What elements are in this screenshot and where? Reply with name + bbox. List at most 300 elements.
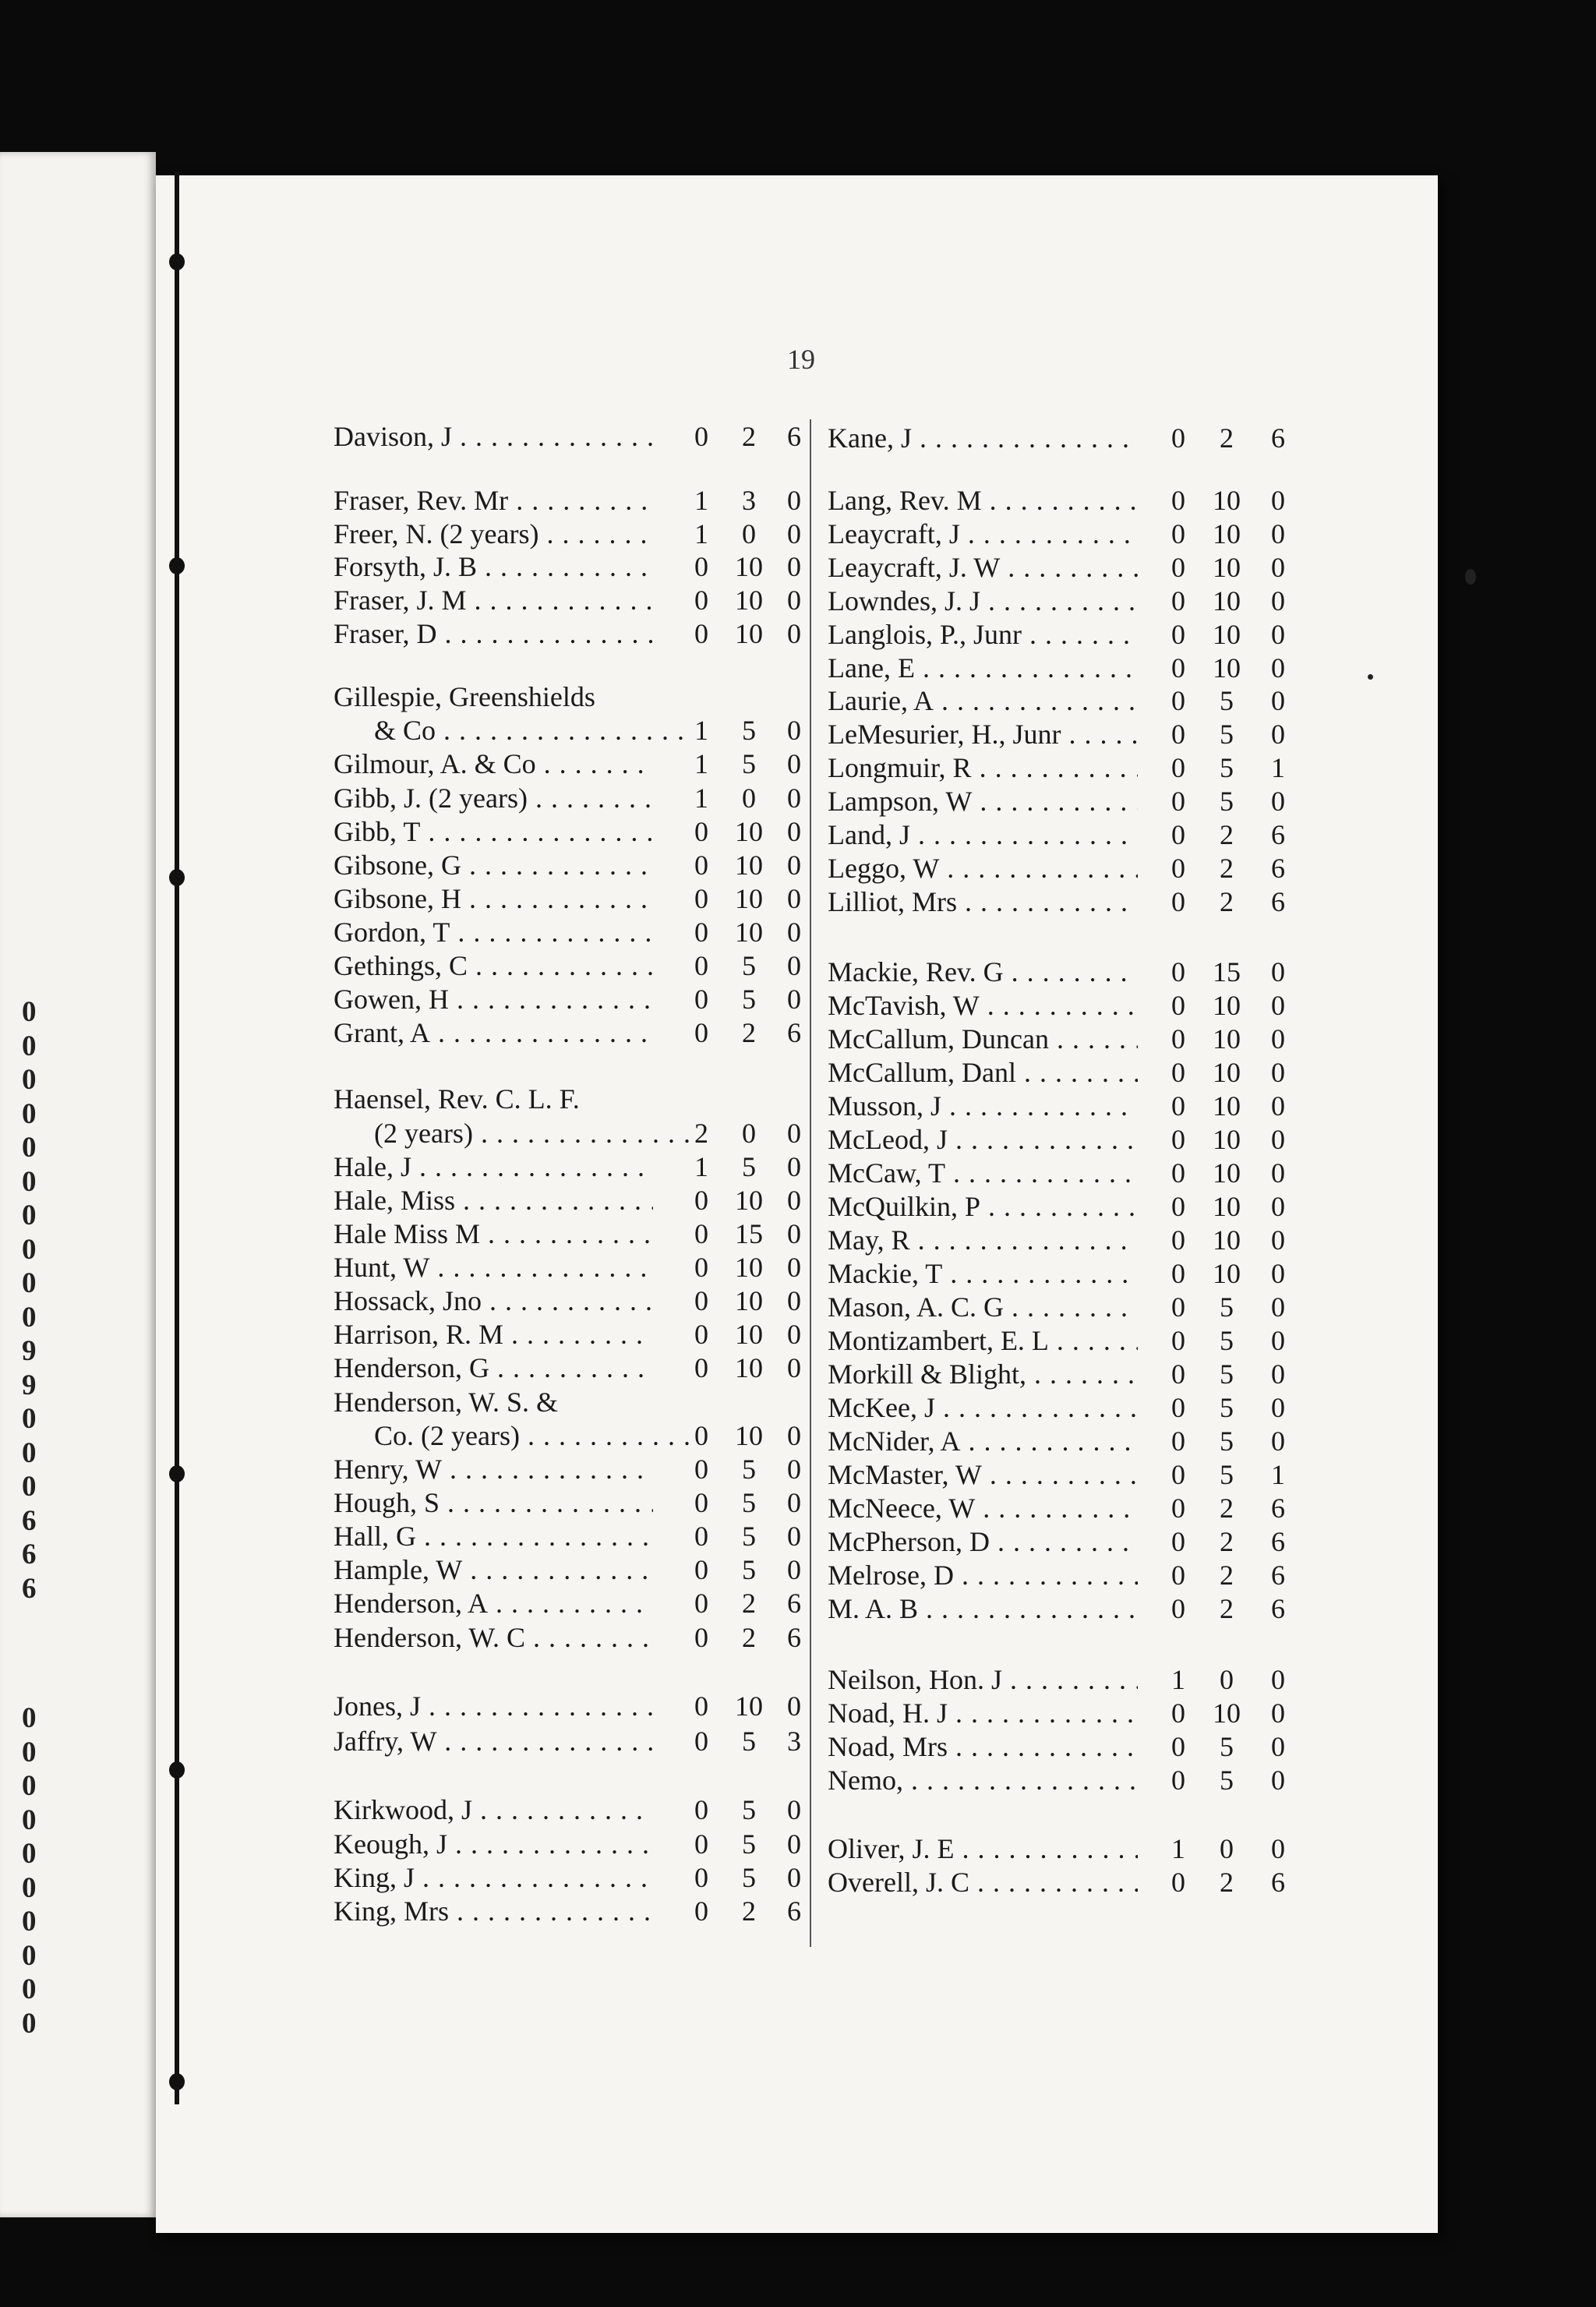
ink-blot (1465, 569, 1476, 585)
subscriber-name: Lowndes, J. J . . . (828, 584, 1138, 618)
ledger-row (334, 1217, 801, 1251)
subscriber-name: McCallum, Danl . . . (828, 1055, 1138, 1090)
shillings-amount: 2 (1220, 1526, 1234, 1557)
shillings-amount: 5 (742, 715, 756, 746)
ledger-row (334, 1150, 801, 1184)
ledger-row (828, 1323, 1295, 1358)
pence-amount: 0 (1271, 585, 1285, 616)
shillings-amount: 5 (1220, 1426, 1234, 1457)
ledger-row (334, 1827, 801, 1861)
pence-amount: 0 (787, 1691, 801, 1722)
pence-amount: 6 (1271, 1493, 1285, 1524)
shillings-amount: 5 (1220, 1392, 1234, 1423)
ledger-row (334, 713, 801, 747)
shillings-amount: 10 (735, 816, 763, 847)
pence-amount: 3 (787, 1726, 801, 1757)
pence-amount: 0 (1271, 1833, 1285, 1864)
pence-amount: 0 (787, 917, 801, 948)
subscriber-name: Gibb, J. (2 years) . . . (334, 781, 653, 815)
shillings-amount: 5 (742, 984, 756, 1015)
ledger-row (334, 483, 801, 518)
ledger-row (334, 814, 801, 849)
pence-amount: 0 (1271, 552, 1285, 583)
shillings-amount: 10 (1213, 552, 1241, 583)
binding-knot (169, 2073, 185, 2090)
subscriber-name: Laurie, A . . . (828, 684, 1138, 718)
shillings-amount: 2 (742, 1622, 756, 1653)
shillings-amount: 10 (1213, 1224, 1241, 1256)
shillings-amount: 5 (1220, 1459, 1234, 1490)
binding-knot (169, 253, 185, 270)
shillings-amount: 5 (1220, 719, 1234, 750)
shillings-amount: 5 (1220, 752, 1234, 783)
pence-amount: 0 (1271, 1258, 1285, 1289)
pounds-amount: 0 (694, 917, 708, 948)
subscriber-name: Mackie, T . . . (828, 1256, 1138, 1291)
pounds-amount: 0 (694, 1622, 708, 1653)
subscriber-name: Gibsone, G . . . (334, 848, 653, 882)
shillings-amount: 2 (1220, 1867, 1234, 1898)
pounds-amount: 0 (1171, 1493, 1185, 1524)
subscriber-name: Hall, G . . . (334, 1519, 653, 1553)
pounds-amount: 1 (694, 715, 708, 746)
ledger-row (828, 851, 1295, 885)
previous-page-edge (0, 152, 156, 2217)
subscriber-name: McCallum, Duncan . . . (828, 1022, 1138, 1056)
pence-amount: 0 (787, 783, 801, 814)
previous-page-digit: 6 (22, 1504, 37, 1537)
ledger-row (334, 1183, 801, 1217)
ledger-row (334, 1486, 801, 1520)
ledger-row (828, 651, 1295, 685)
subscriber-name: Henderson, A . . . (334, 1586, 653, 1620)
ledger-row (828, 885, 1295, 919)
shillings-amount: 0 (1220, 1664, 1234, 1695)
previous-page-digit: 6 (22, 1572, 37, 1605)
ledger-row (334, 616, 801, 651)
subscriber-name: Oliver, J. E . . . (828, 1832, 1138, 1866)
subscriber-name: Gillespie, Greenshields (334, 681, 595, 712)
ledger-row (828, 1424, 1295, 1458)
shillings-amount: 5 (1220, 1325, 1234, 1356)
ledger-row (828, 617, 1295, 652)
pence-amount: 0 (1271, 786, 1285, 817)
pounds-amount: 0 (694, 1454, 708, 1485)
pounds-amount: 0 (1171, 786, 1185, 817)
ledger-row (828, 421, 1295, 455)
shillings-amount: 5 (1220, 685, 1234, 716)
pounds-amount: 0 (694, 618, 708, 649)
pence-amount: 0 (1271, 1698, 1285, 1729)
ledger-row (334, 1016, 801, 1050)
shillings-amount: 10 (735, 1691, 763, 1722)
previous-page-digit: 0 (22, 2007, 37, 2040)
pence-amount: 0 (1271, 719, 1285, 750)
subscriber-name: Morkill & Blight, . . . (828, 1357, 1138, 1391)
pence-amount: 0 (1271, 956, 1285, 987)
subscriber-name: & Co . . . (374, 713, 694, 747)
shillings-amount: 2 (1220, 1493, 1234, 1524)
shillings-amount: 0 (742, 783, 756, 814)
shillings-amount: 5 (742, 1828, 756, 1860)
subscriber-name: Hale, Miss . . . (334, 1183, 653, 1217)
pence-amount: 0 (787, 1151, 801, 1182)
subscriber-name: Leaycraft, J . . . (828, 517, 1138, 551)
subscriber-name: Hample, W . . . (334, 1553, 653, 1587)
previous-page-digit: 0 (22, 1199, 37, 1231)
shillings-amount: 5 (1220, 786, 1234, 817)
pence-amount: 0 (1271, 485, 1285, 516)
previous-page-digit: 0 (22, 1838, 37, 1870)
pence-amount: 0 (1271, 1224, 1285, 1256)
subscriber-name: King, Mrs . . . (334, 1894, 653, 1928)
ledger-row (334, 1586, 801, 1620)
subscriber-name: Fraser, D . . . (334, 616, 653, 651)
subscriber-name: Co. (2 years) . . . (374, 1418, 694, 1453)
shillings-amount: 0 (742, 518, 756, 549)
subscriber-name: King, J . . . (334, 1860, 653, 1895)
shillings-amount: 2 (1220, 819, 1234, 850)
ledger-row (334, 1284, 801, 1318)
subscriber-name: Fraser, J. M . . . (334, 583, 653, 617)
shillings-amount: 10 (735, 1420, 763, 1451)
ledger-row (828, 1256, 1295, 1291)
shillings-amount: 10 (735, 618, 763, 649)
pounds-amount: 0 (1171, 1224, 1185, 1256)
pounds-amount: 0 (694, 883, 708, 914)
pence-amount: 0 (1271, 1765, 1285, 1796)
pounds-amount: 2 (694, 1118, 708, 1149)
subscriber-name: Leaycraft, J. W . . . (828, 550, 1138, 585)
ledger-row (828, 1662, 1295, 1697)
pounds-amount: 0 (1171, 1867, 1185, 1898)
pounds-amount: 0 (1171, 1560, 1185, 1591)
subscriber-name: Keough, J . . . (334, 1827, 653, 1861)
ledger-row (334, 1452, 801, 1486)
ledger-row (828, 517, 1295, 551)
shillings-amount: 5 (1220, 1765, 1234, 1796)
pounds-amount: 0 (1171, 719, 1185, 750)
subscriber-name: Leggo, W . . . (828, 851, 1138, 885)
subscriber-name: Jones, J . . . (334, 1689, 653, 1723)
pence-amount: 0 (787, 1420, 801, 1451)
subscriber-name: McLeod, J . . . (828, 1122, 1138, 1157)
ledger-row (334, 1894, 801, 1928)
pence-amount: 0 (1271, 1191, 1285, 1222)
ledger-row (334, 915, 801, 949)
pence-amount: 0 (787, 1285, 801, 1316)
pence-amount: 0 (787, 883, 801, 914)
shillings-amount: 10 (1213, 1258, 1241, 1289)
ledger-row (828, 1055, 1295, 1090)
previous-page-digit: 0 (22, 1233, 37, 1266)
pence-amount: 0 (787, 585, 801, 616)
ledger-row (334, 747, 801, 781)
subscriber-name: Mackie, Rev. G . . . (828, 955, 1138, 989)
shillings-amount: 2 (742, 1895, 756, 1927)
pence-amount: 6 (1271, 1560, 1285, 1591)
ledger-row (828, 684, 1295, 718)
previous-page-digit: 0 (22, 1906, 37, 1938)
shillings-amount: 0 (1220, 1833, 1234, 1864)
pence-amount: 0 (1271, 1023, 1285, 1055)
shillings-amount: 2 (742, 1017, 756, 1048)
subscriber-name: Overell, J. C . . . (828, 1865, 1138, 1899)
shillings-amount: 10 (735, 917, 763, 948)
ledger-row (828, 988, 1295, 1023)
subscriber-name: Land, J . . . (828, 818, 1138, 852)
pounds-amount: 0 (1171, 886, 1185, 917)
pence-amount: 0 (1271, 1392, 1285, 1423)
pence-amount: 0 (787, 1487, 801, 1518)
pounds-amount: 1 (694, 783, 708, 814)
pence-amount: 0 (787, 1252, 801, 1283)
shillings-amount: 10 (1213, 652, 1241, 684)
pounds-amount: 0 (1171, 1358, 1185, 1390)
pence-amount: 6 (1271, 853, 1285, 884)
shillings-amount: 10 (1213, 1191, 1241, 1222)
subscriber-name: Hough, S . . . (334, 1486, 653, 1520)
ledger-row (828, 1524, 1295, 1559)
shillings-amount: 5 (1220, 1358, 1234, 1390)
pounds-amount: 0 (694, 1252, 708, 1283)
previous-page-digit: 0 (22, 1436, 37, 1469)
shillings-amount: 2 (1220, 1593, 1234, 1624)
pence-amount: 0 (787, 1862, 801, 1893)
pounds-amount: 0 (694, 1017, 708, 1048)
pounds-amount: 0 (1171, 1765, 1185, 1796)
subscriber-name: Freer, N. (2 years) . . . (334, 517, 653, 551)
previous-page-digit: 0 (22, 1267, 37, 1299)
pounds-amount: 0 (694, 950, 708, 981)
shillings-amount: 3 (742, 485, 756, 516)
pence-amount: 6 (787, 1895, 801, 1927)
pence-amount: 0 (1271, 685, 1285, 716)
shillings-amount: 10 (735, 850, 763, 881)
previous-page-digit: 0 (22, 1165, 37, 1198)
subscriber-name: Grant, A . . . (334, 1016, 653, 1050)
shillings-amount: 5 (742, 950, 756, 981)
pounds-amount: 0 (1171, 422, 1185, 454)
previous-page-digit: 0 (22, 1030, 37, 1062)
ledger-row (828, 955, 1295, 989)
pounds-amount: 0 (694, 551, 708, 582)
shillings-amount: 2 (742, 421, 756, 452)
pence-amount: 6 (787, 1622, 801, 1653)
subscriber-name: Harrison, R. M . . . (334, 1317, 653, 1351)
previous-page-digit: 9 (22, 1369, 37, 1401)
subscriber-name: Langlois, P., Junr . . . (828, 617, 1138, 652)
ledger-row (334, 517, 801, 551)
pence-amount: 6 (1271, 1593, 1285, 1624)
pounds-amount: 0 (1171, 1392, 1185, 1423)
ledger-row (334, 848, 801, 882)
pence-amount: 1 (1271, 1459, 1285, 1490)
pounds-amount: 0 (1171, 652, 1185, 684)
pence-amount: 0 (787, 850, 801, 881)
subscriber-name: McMaster, W . . . (828, 1457, 1138, 1492)
pence-amount: 6 (1271, 1867, 1285, 1898)
pounds-amount: 0 (1171, 1090, 1185, 1122)
ledger-row (828, 483, 1295, 518)
ledger-row (828, 784, 1295, 818)
pence-amount: 0 (1271, 518, 1285, 549)
ledger-row (828, 1457, 1295, 1492)
shillings-amount: 5 (1220, 1291, 1234, 1323)
ledger-row (828, 1558, 1295, 1592)
ledger-row (828, 1696, 1295, 1730)
pence-amount: 0 (1271, 1157, 1285, 1189)
pounds-amount: 0 (694, 1828, 708, 1860)
ledger-row (828, 1390, 1295, 1425)
ledger-row (334, 1860, 801, 1895)
shillings-amount: 2 (1220, 886, 1234, 917)
subscriber-name: McKee, J . . . (828, 1390, 1138, 1425)
subscriber-name: Lampson, W . . . (828, 784, 1138, 818)
ledger-row (828, 1290, 1295, 1324)
ledger-row (334, 1418, 801, 1453)
pounds-amount: 0 (694, 1420, 708, 1451)
subscriber-name: McQuilkin, P . . . (828, 1189, 1138, 1224)
pounds-amount: 0 (1171, 552, 1185, 583)
subscriber-name: Hale, J . . . (334, 1150, 653, 1184)
pounds-amount: 0 (1171, 485, 1185, 516)
shillings-amount: 5 (742, 1726, 756, 1757)
previous-page-digit: 0 (22, 1736, 37, 1768)
pounds-amount: 1 (1171, 1664, 1185, 1695)
subscriber-name: Kane, J . . . (828, 421, 1138, 455)
shillings-amount: 10 (1213, 1698, 1241, 1729)
pence-amount: 0 (1271, 1057, 1285, 1088)
ledger-row (334, 1116, 801, 1150)
pence-amount: 6 (1271, 819, 1285, 850)
ledger-row (334, 1317, 801, 1351)
subscriber-name: May, R . . . (828, 1223, 1138, 1257)
pounds-amount: 0 (694, 585, 708, 616)
previous-page-digit: 0 (22, 1804, 37, 1836)
pounds-amount: 0 (694, 1185, 708, 1216)
previous-page-digit: 0 (22, 996, 37, 1028)
ledger-row (334, 781, 801, 815)
ledger-row (828, 1089, 1295, 1123)
pounds-amount: 0 (694, 1726, 708, 1757)
subscriber-name: Mason, A. C. G . . . (828, 1290, 1138, 1324)
pence-amount: 0 (787, 748, 801, 779)
previous-page-digit: 0 (22, 1939, 37, 1972)
pence-amount: 0 (787, 618, 801, 649)
shillings-amount: 10 (1213, 619, 1241, 650)
previous-page-digit: 0 (22, 1097, 37, 1130)
ledger-row (828, 1592, 1295, 1626)
pounds-amount: 0 (1171, 752, 1185, 783)
pence-amount: 6 (787, 1588, 801, 1619)
pence-amount: 0 (787, 1218, 801, 1249)
subscriber-name: Lilliot, Mrs . . . (828, 885, 1138, 919)
pounds-amount: 0 (1171, 1325, 1185, 1356)
ledger-row (334, 1082, 801, 1116)
pence-amount: 0 (1271, 1731, 1285, 1762)
pence-amount: 0 (1271, 619, 1285, 650)
subscriber-name: Kirkwood, J . . . (334, 1793, 653, 1827)
ledger-row (828, 1763, 1295, 1797)
shillings-amount: 5 (742, 748, 756, 779)
subscriber-name: Montizambert, E. L . . . (828, 1323, 1138, 1358)
ledger-row (334, 1519, 801, 1553)
shillings-amount: 10 (1213, 585, 1241, 616)
pence-amount: 0 (787, 551, 801, 582)
previous-page-digit: 0 (22, 1132, 37, 1164)
pounds-amount: 0 (1171, 1291, 1185, 1323)
ledger-row (828, 1491, 1295, 1525)
binding-knot (169, 1761, 185, 1779)
shillings-amount: 2 (1220, 422, 1234, 454)
ledger-row (828, 550, 1295, 585)
pounds-amount: 0 (694, 1691, 708, 1722)
pence-amount: 6 (787, 421, 801, 452)
subscriber-name: Henry, W . . . (334, 1452, 653, 1486)
ledger-row (828, 1357, 1295, 1391)
shillings-amount: 5 (742, 1454, 756, 1485)
subscriber-name: Gilmour, A. & Co . . . (334, 747, 653, 781)
pounds-amount: 1 (694, 1151, 708, 1182)
pence-amount: 0 (1271, 1358, 1285, 1390)
subscriber-name: McCaw, T . . . (828, 1156, 1138, 1190)
pounds-amount: 0 (694, 421, 708, 452)
pence-amount: 0 (787, 950, 801, 981)
ledger-row (828, 1122, 1295, 1157)
ledger-row (828, 1729, 1295, 1764)
subscriber-name: Fraser, Rev. Mr . . . (334, 483, 653, 518)
shillings-amount: 5 (742, 1554, 756, 1585)
previous-page-digit: 0 (22, 1702, 37, 1734)
subscriber-name: Musson, J . . . (828, 1089, 1138, 1123)
pounds-amount: 1 (694, 518, 708, 549)
ledger-row (334, 1793, 801, 1827)
previous-page-digit: 9 (22, 1335, 37, 1367)
shillings-amount: 5 (742, 1862, 756, 1893)
pounds-amount: 0 (1171, 819, 1185, 850)
shillings-amount: 10 (1213, 1124, 1241, 1155)
pence-amount: 0 (1271, 1124, 1285, 1155)
ledger-row (334, 982, 801, 1016)
pounds-amount: 0 (694, 1554, 708, 1585)
shillings-amount: 2 (742, 1588, 756, 1619)
pence-amount: 1 (1271, 752, 1285, 783)
shillings-amount: 10 (735, 1352, 763, 1383)
binding-knot (169, 557, 185, 574)
shillings-amount: 5 (742, 1521, 756, 1552)
subscriber-name: Gethings, C . . . (334, 949, 653, 983)
shillings-amount: 10 (1213, 1023, 1241, 1055)
shillings-amount: 10 (1213, 1090, 1241, 1122)
pounds-amount: 0 (694, 850, 708, 881)
ledger-row (828, 1865, 1295, 1899)
previous-page-digit: 0 (22, 1471, 37, 1503)
shillings-amount: 10 (1213, 1157, 1241, 1189)
previous-page-digit: 6 (22, 1539, 37, 1570)
pounds-amount: 0 (694, 1794, 708, 1825)
pounds-amount: 0 (694, 1285, 708, 1316)
subscriber-name: Lane, E . . . (828, 651, 1138, 685)
pounds-amount: 1 (694, 748, 708, 779)
pence-amount: 6 (787, 1017, 801, 1048)
pounds-amount: 0 (694, 1895, 708, 1927)
pounds-amount: 0 (1171, 585, 1185, 616)
ledger-row (334, 680, 801, 714)
pence-amount: 0 (1271, 1426, 1285, 1457)
ledger-row (828, 584, 1295, 618)
previous-page-digit: 0 (22, 1301, 37, 1334)
